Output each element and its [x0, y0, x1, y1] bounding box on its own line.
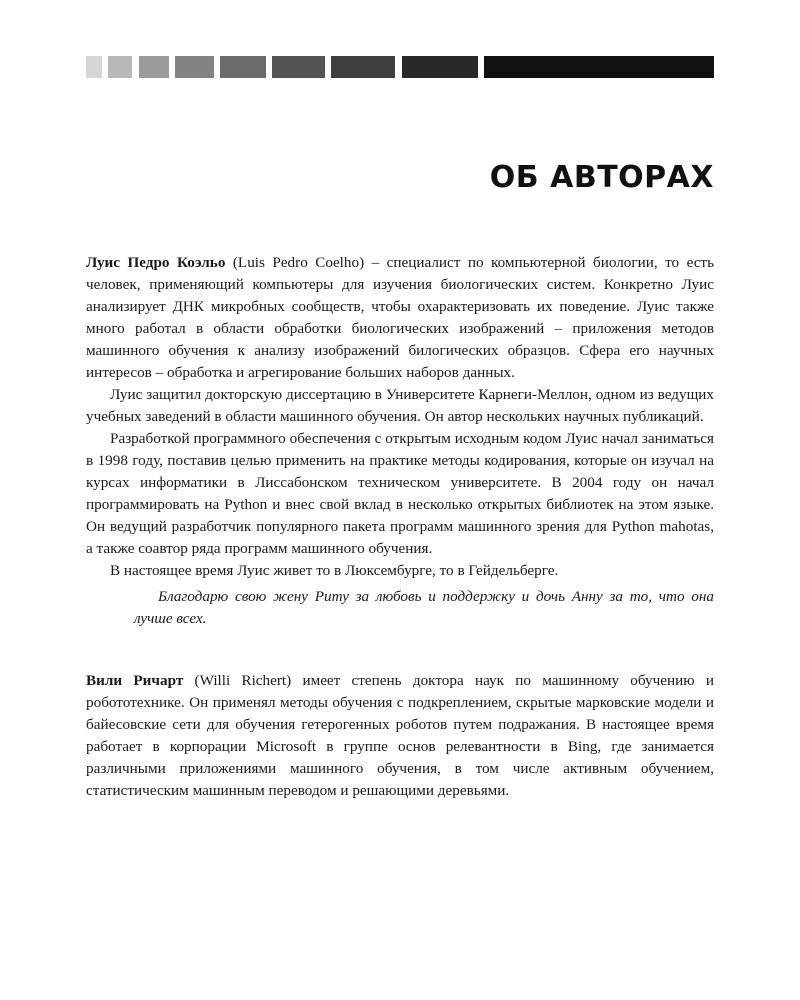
header-bar-4: [175, 56, 214, 78]
bio1-paragraph-4: В настоящее время Луис живет то в Люксембурге, то в Гейдельберге.: [110, 562, 559, 579]
article-body: [86, 252, 714, 802]
header-bar-strip: [86, 56, 714, 78]
author-name-richert: Вили Ричарт: [86, 672, 184, 689]
author-name-coelho: Луис Педро Коэльо: [86, 254, 226, 271]
bio1-paragraph-1-text: (Luis Pedro Coelho) – специалист по компьютерной биологии, то есть человек, применяющий компьютеры для изучения биологических систем. Конкретно Луис анализирует ДНК микробных сообществ, чтобы охарактеризовать их поведение. Луис также много работал в области обработки биологических изображений – приложения методов машинного обучения к анализу изображений билогических образцов. Сфера его научных интересов – обработка и агрегирование больших наборов данных.: [86, 254, 714, 381]
bio1-paragraph-2: Луис защитил докторскую диссертацию в Университете Карнеги-Меллон, одном из ведущих учебных заведений в области машинного обучения. Он автор нескольких научных публикаций.: [86, 386, 714, 425]
bio1-paragraph-1: [86, 252, 714, 384]
page-title: ОБ АВТОРАХ: [489, 160, 714, 195]
header-bar-8: [402, 56, 478, 78]
header-bar-1: [86, 56, 102, 78]
bio1-paragraph-3: Разработкой программного обеспечения с открытым исходным кодом Луис начал заниматься в 1998 году, поставив целью применить на практике методы кодирования, которые он изучал на курсах информатики в Лиссабонском техническом университете. В 2004 году он начал программировать на Python и внес свой вклад в несколько открытых библиотек на этом языке. Он ведущий разработчик популярного пакета программ машинного зрения для Python mahotas, а также соавтор ряда программ машинного обучения.: [86, 430, 714, 557]
acknowledgement: Благодарю свою жену Риту за любовь и поддержку и дочь Анну за то, что она лучше всех.: [134, 588, 714, 627]
header-bar-6: [272, 56, 325, 78]
bio2-paragraph-1: [86, 670, 714, 802]
header-bar-9: [484, 56, 714, 78]
header-bar-2: [108, 56, 132, 78]
header-bar-3: [139, 56, 169, 78]
header-bar-5: [220, 56, 266, 78]
bio2-paragraph-1-text: (Willi Richert) имеет степень доктора наук по машинному обучению и робототехнике. Он применял методы обучения с подкреплением, скрытые марковские модели и байесовские сети для обучения гетерогенных роботов путем подражания. В настоящее время работает в корпорации Microsoft в группе основ релевантности в Bing, где занимается различными приложениями машинного обучения, в том числе активным обучением, статистическим машинным переводом и решающими деревьями.: [86, 672, 714, 799]
header-bar-7: [331, 56, 395, 78]
